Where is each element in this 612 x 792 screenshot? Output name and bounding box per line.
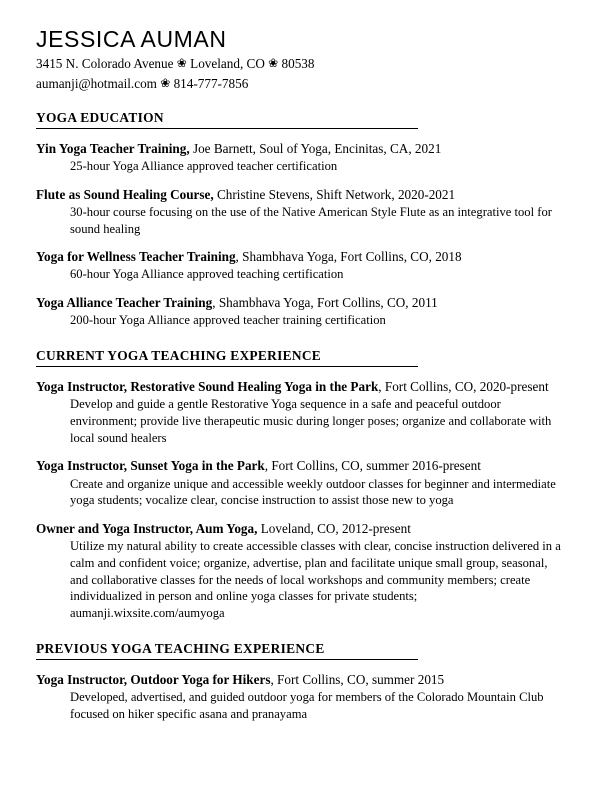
entry-title: Yoga Instructor, Sunset Yoga in the Park [36,458,265,474]
flower-separator-icon: ❀ [160,75,171,90]
entry-heading [36,186,568,203]
section-yoga-education [36,110,568,329]
entry-heading [36,671,568,688]
entry-detail: , Shambhava Yoga, Fort Collins, CO, 2011 [212,295,438,311]
entry-title: Yin Yoga Teacher Training, [36,140,190,156]
section-heading: PREVIOUS YOGA TEACHING EXPERIENCE [36,641,418,660]
entry-detail: Joe Barnett, Soul of Yoga, Encinitas, CA, 2021 [189,140,442,156]
entry [36,248,568,283]
entry [36,671,568,723]
entry-description: Develop and guide a gentle Restorative Yoga sequence in a safe and peaceful outdoor environment; provide live therapeutic music during longer poses; organize and collaborate with local sound healers [70,397,552,445]
zip-text: 80538 [281,56,315,72]
entry-heading [36,378,568,395]
entry [36,186,568,238]
entry-detail: , Shambhava Yoga, Fort Collins, CO, 2018 [235,249,462,265]
contact-email-line [36,74,568,93]
entry-description: 25-hour Yoga Alliance approved teacher certification [70,158,338,173]
section-current-experience [36,348,568,622]
section-heading: YOGA EDUCATION [36,110,418,129]
entry-heading [36,248,568,265]
entry-title: Yoga Instructor, Outdoor Yoga for Hikers [36,671,271,687]
phone-text: 814-777-7856 [173,75,249,91]
entry [36,520,568,622]
entry-title: Yoga Alliance Teacher Training [36,295,213,311]
entry-description: 200-hour Yoga Alliance approved teacher training certification [70,313,386,328]
entry-heading [36,140,568,157]
entry-detail: , Fort Collins, CO, summer 2015 [270,671,445,687]
entry-heading [36,457,568,474]
page-title: JESSICA AUMAN [36,26,227,52]
entry-description: Utilize my natural ability to create accessible classes with clear, concise instruction delivered in a calm and confident voice; organize, advertise, plan and facilitate unique small group, seasonal, and collaborative classes for the needs of local workshops and community members; create individualized in person and online yoga classes for private students; aumanji.wixsite.com/aumyoga [70,539,561,621]
entry-description: 30-hour course focusing on the use of the Native American Style Flute as an integrative tool for sound healing [70,204,552,236]
flower-separator-icon: ❀ [176,56,187,71]
entry-detail: Christine Stevens, Shift Network, 2020-2021 [213,186,456,202]
entry [36,140,568,175]
section-previous-experience [36,641,568,723]
contact-address-line [36,54,568,73]
entry-description: Developed, advertised, and guided outdoor yoga for members of the Colorado Mountain Club focused on hiker specific asana and pranayama [70,689,544,721]
entry-description: Create and organize unique and accessible weekly outdoor classes for beginner and intermediate yoga students; vocalize clear, concise instruction to assist those new to yoga [70,476,556,508]
entry-title: Owner and Yoga Instructor, Aum Yoga, [36,521,258,536]
entry-heading [36,294,568,311]
address-text: 3415 N. Colorado Avenue [36,56,174,72]
entry-detail: Loveland, CO, 2012-present [257,521,411,536]
entry [36,457,568,509]
entry [36,294,568,329]
flower-separator-icon: ❀ [268,56,279,71]
section-heading: CURRENT YOGA TEACHING EXPERIENCE [36,348,418,367]
entry-title: Yoga Instructor, Restorative Sound Healing Yoga in the Park [36,379,379,395]
entry-title: Flute as Sound Healing Course, [36,186,214,202]
entry-detail: , Fort Collins, CO, 2020-present [378,379,549,395]
entry-detail: , Fort Collins, CO, summer 2016-present [264,458,481,474]
email-text[interactable]: aumanji@hotmail.com [36,75,157,91]
entry-title: Yoga for Wellness Teacher Training [36,249,236,265]
entry-description: 60-hour Yoga Alliance approved teaching certification [70,267,344,282]
city-state-text: Loveland, CO [190,56,265,72]
entry [36,378,568,446]
entry-heading [36,520,568,537]
